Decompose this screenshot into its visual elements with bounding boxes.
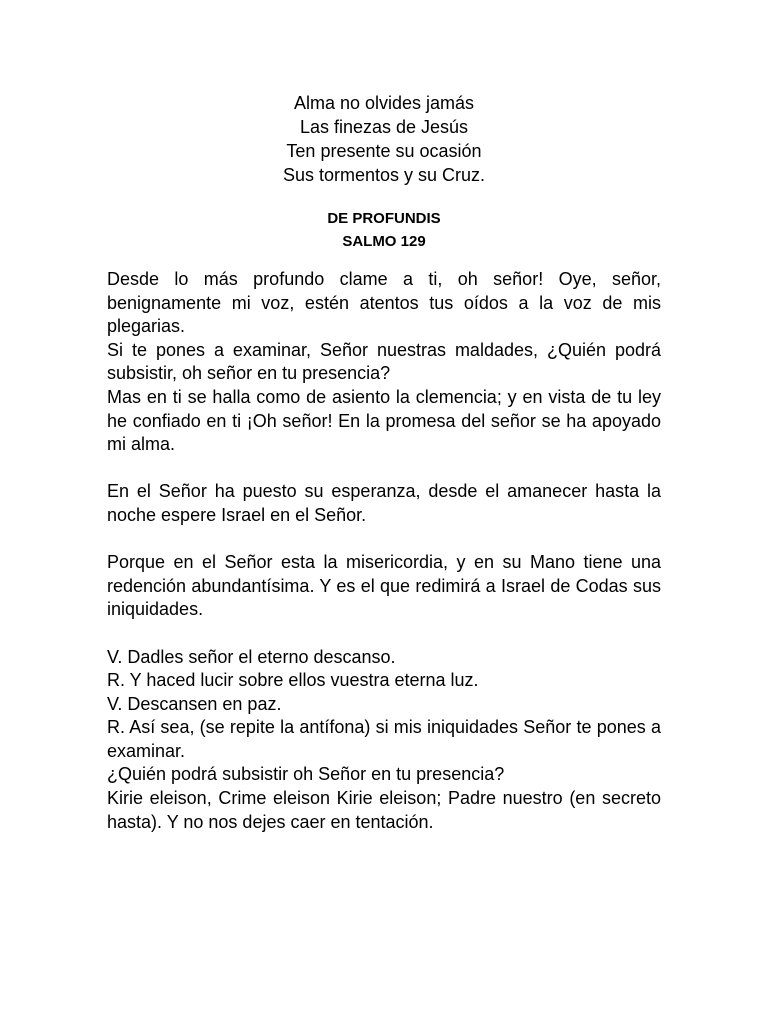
heading-subtitle: SALMO 129 <box>342 233 426 250</box>
paragraph-gap <box>107 622 661 646</box>
verse-line: Alma no olvides jamás <box>293 93 475 113</box>
verse-line: Las finezas de Jesús <box>299 117 469 137</box>
opening-verse <box>0 91 768 187</box>
response-2: R. Así sea, (se repite la antífona) si mis iniquidades Señor te pones a examinar. <box>107 717 661 761</box>
paragraph-gap <box>107 528 661 552</box>
versicle-2: V. Descansen en paz. <box>107 693 282 714</box>
versicle-1: V. Dadles señor el eterno descanso. <box>107 646 396 667</box>
verse-line: Sus tormentos y su Cruz. <box>282 165 486 185</box>
kyrie-paragraph: Kirie eleison, Crime eleison Kirie eleison; Padre nuestro (en secreto hasta). Y no nos dejes caer en tentación. <box>107 788 661 832</box>
section-heading <box>0 207 768 253</box>
question-line: ¿Quién podrá subsistir oh Señor en tu presencia? <box>107 764 505 785</box>
paragraph-gap <box>107 457 661 481</box>
paragraph-2: Si te pones a examinar, Señor nuestras maldades, ¿Quién podrá subsistir, oh señor en tu presencia? <box>107 339 661 384</box>
paragraph-1: Desde lo más profundo clame a ti, oh señor! Oye, señor, benignamente mi voz, estén atentos tus oídos a la voz de mis plegarias. <box>107 269 661 337</box>
heading-title: DE PROFUNDIS <box>327 210 441 227</box>
paragraph-5: Porque en el Señor esta la misericordia, y en su Mano tiene una redención abundantísima. Y es el que redimirá a Israel de Codas sus iniquidades. <box>107 552 661 620</box>
paragraph-4: En el Señor ha puesto su esperanza, desde el amanecer hasta la noche espere Israel en el Señor. <box>107 481 661 525</box>
paragraph-3: Mas en ti se halla como de asiento la clemencia; y en vista de tu ley he confiado en ti ¡Oh señor! En la promesa del señor se ha apoyado mi alma. <box>107 386 661 455</box>
verse-line: Ten presente su ocasión <box>286 141 482 161</box>
response-1: R. Y haced lucir sobre ellos vuestra eterna luz. <box>107 670 479 691</box>
psalm-body <box>107 268 661 834</box>
